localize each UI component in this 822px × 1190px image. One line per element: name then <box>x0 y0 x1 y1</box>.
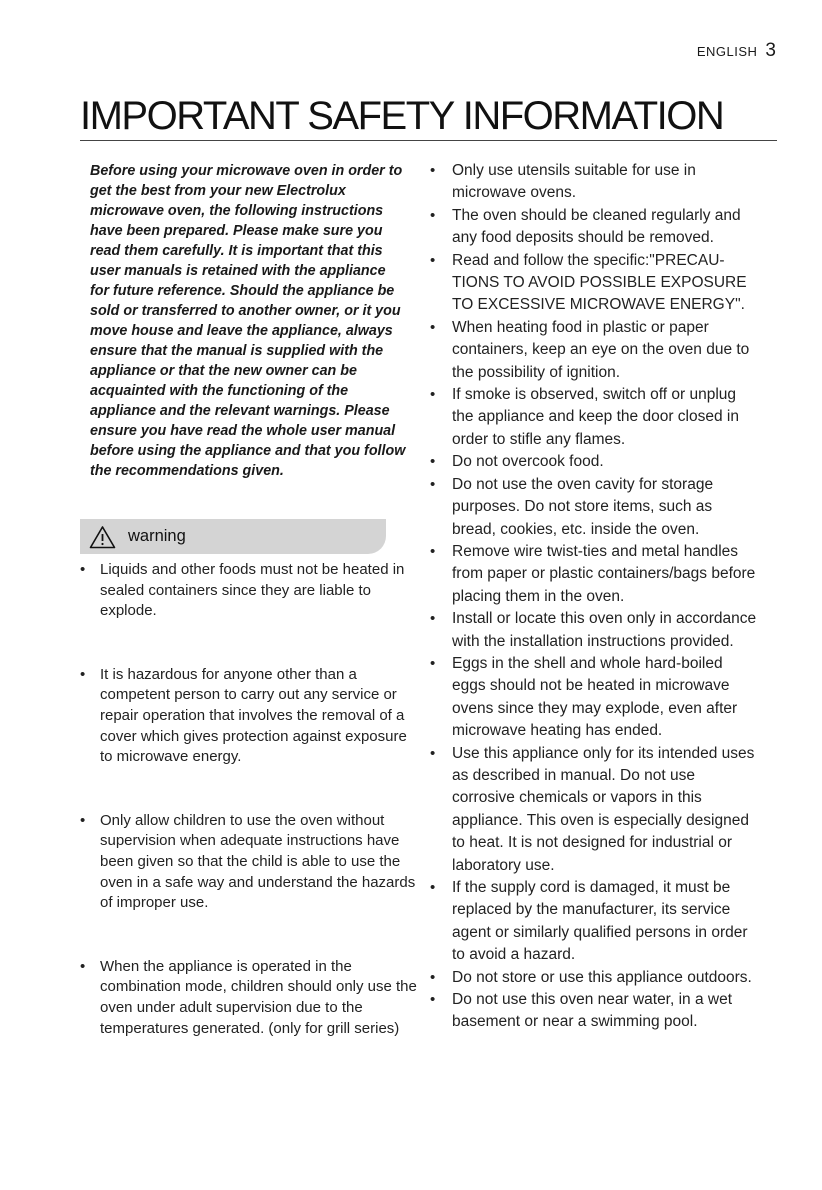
warning-triangle-icon <box>89 525 116 549</box>
bullet-icon: • <box>430 453 436 471</box>
language-label: ENGLISH <box>696 44 758 59</box>
bullet-icon: • <box>80 561 86 578</box>
bullet-icon: • <box>430 475 436 493</box>
bullet-icon: • <box>430 318 436 336</box>
warning-label: warning <box>128 527 186 545</box>
list-item: • Eggs in the shell and whole hard-boiled eggs should not be heated in microwave ovens since they may explode, even after microwave heating has ended. <box>430 654 738 740</box>
list-item: • If smoke is observed, switch off or unplug the appliance and keep the door closed in order to stifle any flames. <box>430 386 739 448</box>
warning-banner <box>80 519 386 554</box>
bullet-icon: • <box>430 968 436 986</box>
list-item: • Do not store or use this appliance outdoors. <box>430 967 760 989</box>
bullet-icon: • <box>80 811 86 829</box>
list-item: • Remove wire twist-ties and metal handles from paper or plastic containers/bags before placing them in the oven. <box>430 542 756 605</box>
list-item: • Do not use this oven near water, in a wet basement or near a swimming pool. <box>430 991 733 1031</box>
bullet-icon: • <box>430 542 436 560</box>
page-header <box>697 40 776 62</box>
title-rule <box>80 140 777 141</box>
list-item: • Read and follow the specific:"PRECAU-TIONS TO AVOID POSSIBLE EXPOSURE TO EXCESSIVE MICROWAVE ENERGY". <box>430 251 747 314</box>
list-item: • When heating food in plastic or paper containers, keep an eye on the oven due to the possibility of ignition. <box>430 318 750 381</box>
bullet-icon: • <box>430 386 436 404</box>
bullet-icon: • <box>430 879 436 896</box>
list-item: • Liquids and other foods must not be heated in sealed containers since they are liable to explode. <box>80 561 405 620</box>
page-number: 3 <box>765 40 776 61</box>
list-item: • If the supply cord is damaged, it must be replaced by the manufacturer, its service agent or similarly qualified persons in order to avoid a hazard. <box>430 879 748 964</box>
list-item: • It is hazardous for anyone other than a competent person to carry out any service or repair operation that involves the removal of a cover which gives protection against exposure to microwave energy. <box>80 665 407 766</box>
list-item: • When the appliance is operated in the combination mode, children should only use the oven under adult supervision due to the temperatures generated. (only for grill series) <box>80 957 417 1037</box>
bullet-icon: • <box>430 654 436 672</box>
bullet-icon: • <box>430 162 436 179</box>
list-item: • Only allow children to use the oven without supervision when adequate instructions have been given so that the child is able to use the oven in a safe way and understand the hazards of improper use. <box>80 811 416 912</box>
list-item: • Install or locate this oven only in accordance with the installation instructions provided. <box>430 610 757 650</box>
bullet-icon: • <box>430 206 436 224</box>
bullet-icon: • <box>430 744 436 762</box>
bullet-icon: • <box>430 251 436 269</box>
bullet-icon: • <box>80 957 86 975</box>
list-item: • Only use utensils suitable for use in microwave ovens. <box>430 162 696 202</box>
list-item: • The oven should be cleaned regularly and any food deposits should be removed. <box>430 206 741 247</box>
warning-list <box>80 560 420 1039</box>
list-item: • Do not use the oven cavity for storage purposes. Do not store items, such as bread, cookies, etc. inside the oven. <box>430 475 714 538</box>
list-item: • Do not overcook food. <box>430 451 760 473</box>
bullet-icon: • <box>430 991 436 1009</box>
bullet-icon: • <box>430 610 436 628</box>
bullet-icon: • <box>80 665 86 683</box>
page-title: IMPORTANT SAFETY INFORMATION <box>80 94 724 138</box>
list-item: • Use this appliance only for its intended uses as described in manual. Do not use corrosive chemicals or vapors in this appliance. This oven is especially designed to heat. It is not designed for industrial or laboratory use. <box>430 744 755 874</box>
safety-list <box>430 160 760 1034</box>
intro-paragraph: Before using your microwave oven in order to get the best from your new Electrolux microwave oven, the following instructions have been prepared. Please make sure you read them carefully. It is important that this user manuals is retained with the appliance for future reference. Should the appliance be sold or transferred to another owner, or it you move house and leave the appliance, always ensure that the manual is supplied with the appliance or that the new owner can be acquainted with the functioning of the appliance and the relevant warnings. Please ensure you have read the whole user manual before using the appliance and that you follow the recommendations given. <box>90 163 406 479</box>
